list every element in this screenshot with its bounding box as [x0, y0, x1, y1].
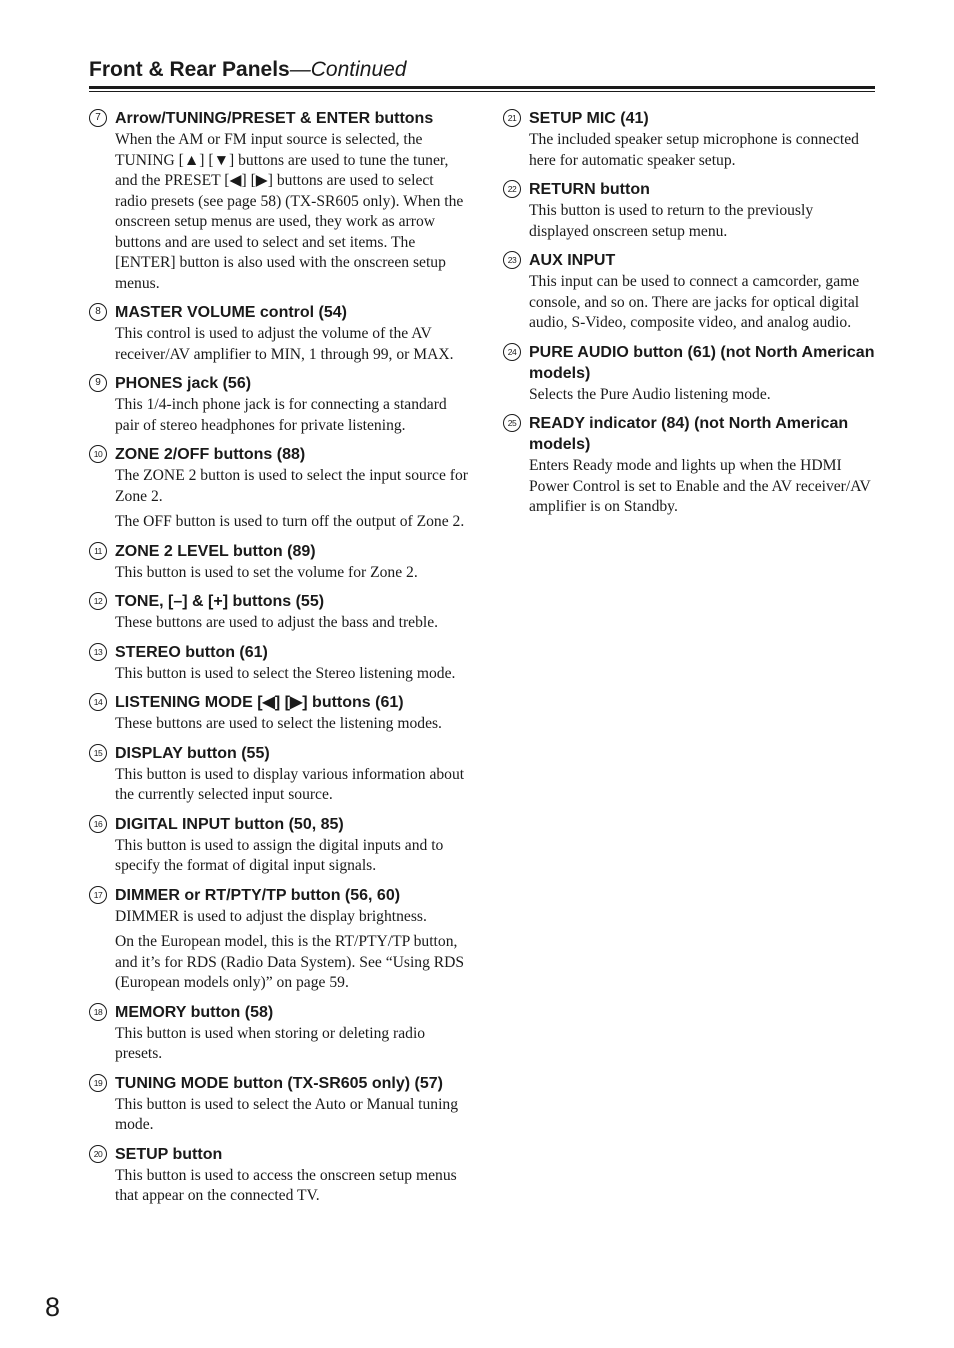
item-description: The OFF button is used to turn off the output of Zone 2. — [115, 513, 465, 530]
item-description: This input can be used to connect a camcorder, game console, and so on. There are jacks for optical digital audio, S-Video, composite video, and analog audio. — [529, 273, 860, 331]
item-title: RETURN button — [529, 181, 650, 198]
item-description: This 1/4-inch phone jack is for connecting a standard pair of stereo headphones for private listening. — [115, 396, 447, 434]
item-number-badge: 18 — [89, 1003, 107, 1021]
item-number-badge: 10 — [89, 445, 107, 463]
item-description: This control is used to adjust the volume of the AV receiver/AV amplifier to MIN, 1 through 99, or MAX. — [115, 325, 454, 363]
section-title-continued: —Continued — [289, 58, 407, 81]
item-number-badge: 16 — [89, 815, 107, 833]
item-title: TUNING MODE button (TX-SR605 only) (57) — [115, 1074, 443, 1092]
item-title: STEREO button (61) — [115, 643, 268, 661]
item-title: ZONE 2 LEVEL button (89) — [115, 542, 316, 560]
item-25 — [503, 413, 875, 518]
item-description: This button is used to select the Stereo listening mode. — [115, 664, 456, 682]
left-column — [89, 108, 469, 1215]
item-title: DIGITAL INPUT button (50, 85) — [115, 815, 344, 833]
item-title: READY indicator (84) (not North American models) — [529, 415, 849, 453]
section-title — [89, 56, 875, 84]
item-description: These buttons are used to select the listening modes. — [115, 715, 442, 732]
section-title-main: Front & Rear Panels — [89, 58, 290, 81]
item-22 — [503, 179, 875, 242]
page-number: 8 — [45, 1292, 61, 1322]
item-title: SETUP MIC (41) — [529, 110, 649, 127]
item-description: The ZONE 2 button is used to select the input source for Zone 2. — [115, 467, 468, 505]
item-title: AUX INPUT — [529, 252, 616, 269]
item-title: MASTER VOLUME control (54) — [115, 304, 348, 321]
item-number-badge: 12 — [89, 592, 107, 610]
item-14 — [89, 692, 469, 735]
item-number-badge: 11 — [89, 542, 107, 560]
item-number-badge: 15 — [89, 744, 107, 762]
item-description: On the European model, this is the RT/PTY/TP button, and it’s for RDS (Radio Data System). See “Using RDS (European models only)” on page 59. — [115, 933, 465, 991]
item-11 — [89, 541, 469, 584]
item-9 — [89, 373, 469, 436]
item-title: Arrow/TUNING/PRESET & ENTER buttons — [115, 110, 434, 127]
item-title: PHONES jack (56) — [115, 375, 252, 392]
item-number-badge: 19 — [89, 1074, 107, 1092]
item-13 — [89, 642, 469, 685]
item-description: Enters Ready mode and lights up when the HDMI Power Control is set to Enable and the AV receiver/AV amplifier is on Standby. — [529, 457, 871, 515]
item-description: This button is used when storing or deleting radio presets. — [115, 1024, 426, 1062]
item-description: This button is used to set the volume for Zone 2. — [115, 563, 418, 581]
item-number-badge: 22 — [503, 180, 521, 198]
item-number-badge: 17 — [89, 886, 107, 904]
item-description: Selects the Pure Audio listening mode. — [529, 385, 771, 403]
item-7 — [89, 108, 469, 294]
right-column — [503, 108, 875, 526]
item-description: When the AM or FM input source is selected, the TUNING [▲] [▼] buttons are used to tune the tuner, and the PRESET [◀] [▶] buttons are used to select radio presets (see page 58) (TX-SR605 only). When the onscreen setup menus are used, they work as arrow buttons and are used to select and set items. The [ENTER] button is also used with the onscreen setup menus. — [115, 131, 464, 292]
item-title: DIMMER or RT/PTY/TP button (56, 60) — [115, 886, 401, 904]
item-number-badge: 13 — [89, 643, 107, 661]
item-number-badge: 8 — [89, 303, 107, 321]
item-16 — [89, 814, 469, 877]
item-description: This button is used to return to the previously displayed onscreen setup menu. — [529, 202, 814, 240]
item-title: PURE AUDIO button (61) (not North American models) — [529, 343, 875, 382]
item-number-badge: 9 — [89, 374, 107, 392]
item-number-badge: 20 — [89, 1145, 107, 1163]
item-number-badge: 7 — [89, 109, 107, 127]
item-18 — [89, 1002, 469, 1065]
item-title: MEMORY button (58) — [115, 1003, 274, 1021]
item-19 — [89, 1073, 469, 1136]
item-title: LISTENING MODE [◀] [▶] buttons (61) — [115, 694, 404, 711]
item-23 — [503, 250, 875, 334]
item-20 — [89, 1144, 469, 1207]
item-8 — [89, 302, 469, 365]
item-number-badge: 25 — [503, 414, 521, 432]
item-15 — [89, 743, 469, 806]
item-number-badge: 24 — [503, 343, 521, 361]
item-description: The included speaker setup microphone is connected here for automatic speaker setup. — [529, 131, 859, 169]
item-title: TONE, [–] & [+] buttons (55) — [115, 593, 325, 610]
item-description: DIMMER is used to adjust the display brightness. — [115, 907, 427, 925]
item-number-badge: 21 — [503, 109, 521, 127]
item-number-badge: 23 — [503, 251, 521, 269]
item-title: DISPLAY button (55) — [115, 744, 270, 762]
item-24 — [503, 342, 875, 406]
item-10 — [89, 444, 469, 533]
header-rule-thin — [89, 91, 875, 92]
item-12 — [89, 591, 469, 634]
item-description: This button is used to select the Auto or Manual tuning mode. — [115, 1095, 459, 1133]
item-description: This button is used to assign the digital inputs and to specify the format of digital input signals. — [115, 836, 444, 874]
page-header — [89, 56, 875, 84]
header-rule-thick — [89, 86, 875, 89]
item-description: This button is used to display various information about the currently selected input source. — [115, 765, 465, 803]
item-description: These buttons are used to adjust the bass and treble. — [115, 614, 439, 631]
item-title: SETUP button — [115, 1145, 223, 1163]
item-description: This button is used to access the onscreen setup menus that appear on the connected TV. — [115, 1166, 457, 1204]
item-21 — [503, 108, 875, 171]
item-number-badge: 14 — [89, 693, 107, 711]
item-17 — [89, 885, 469, 994]
item-title: ZONE 2/OFF buttons (88) — [115, 446, 306, 463]
